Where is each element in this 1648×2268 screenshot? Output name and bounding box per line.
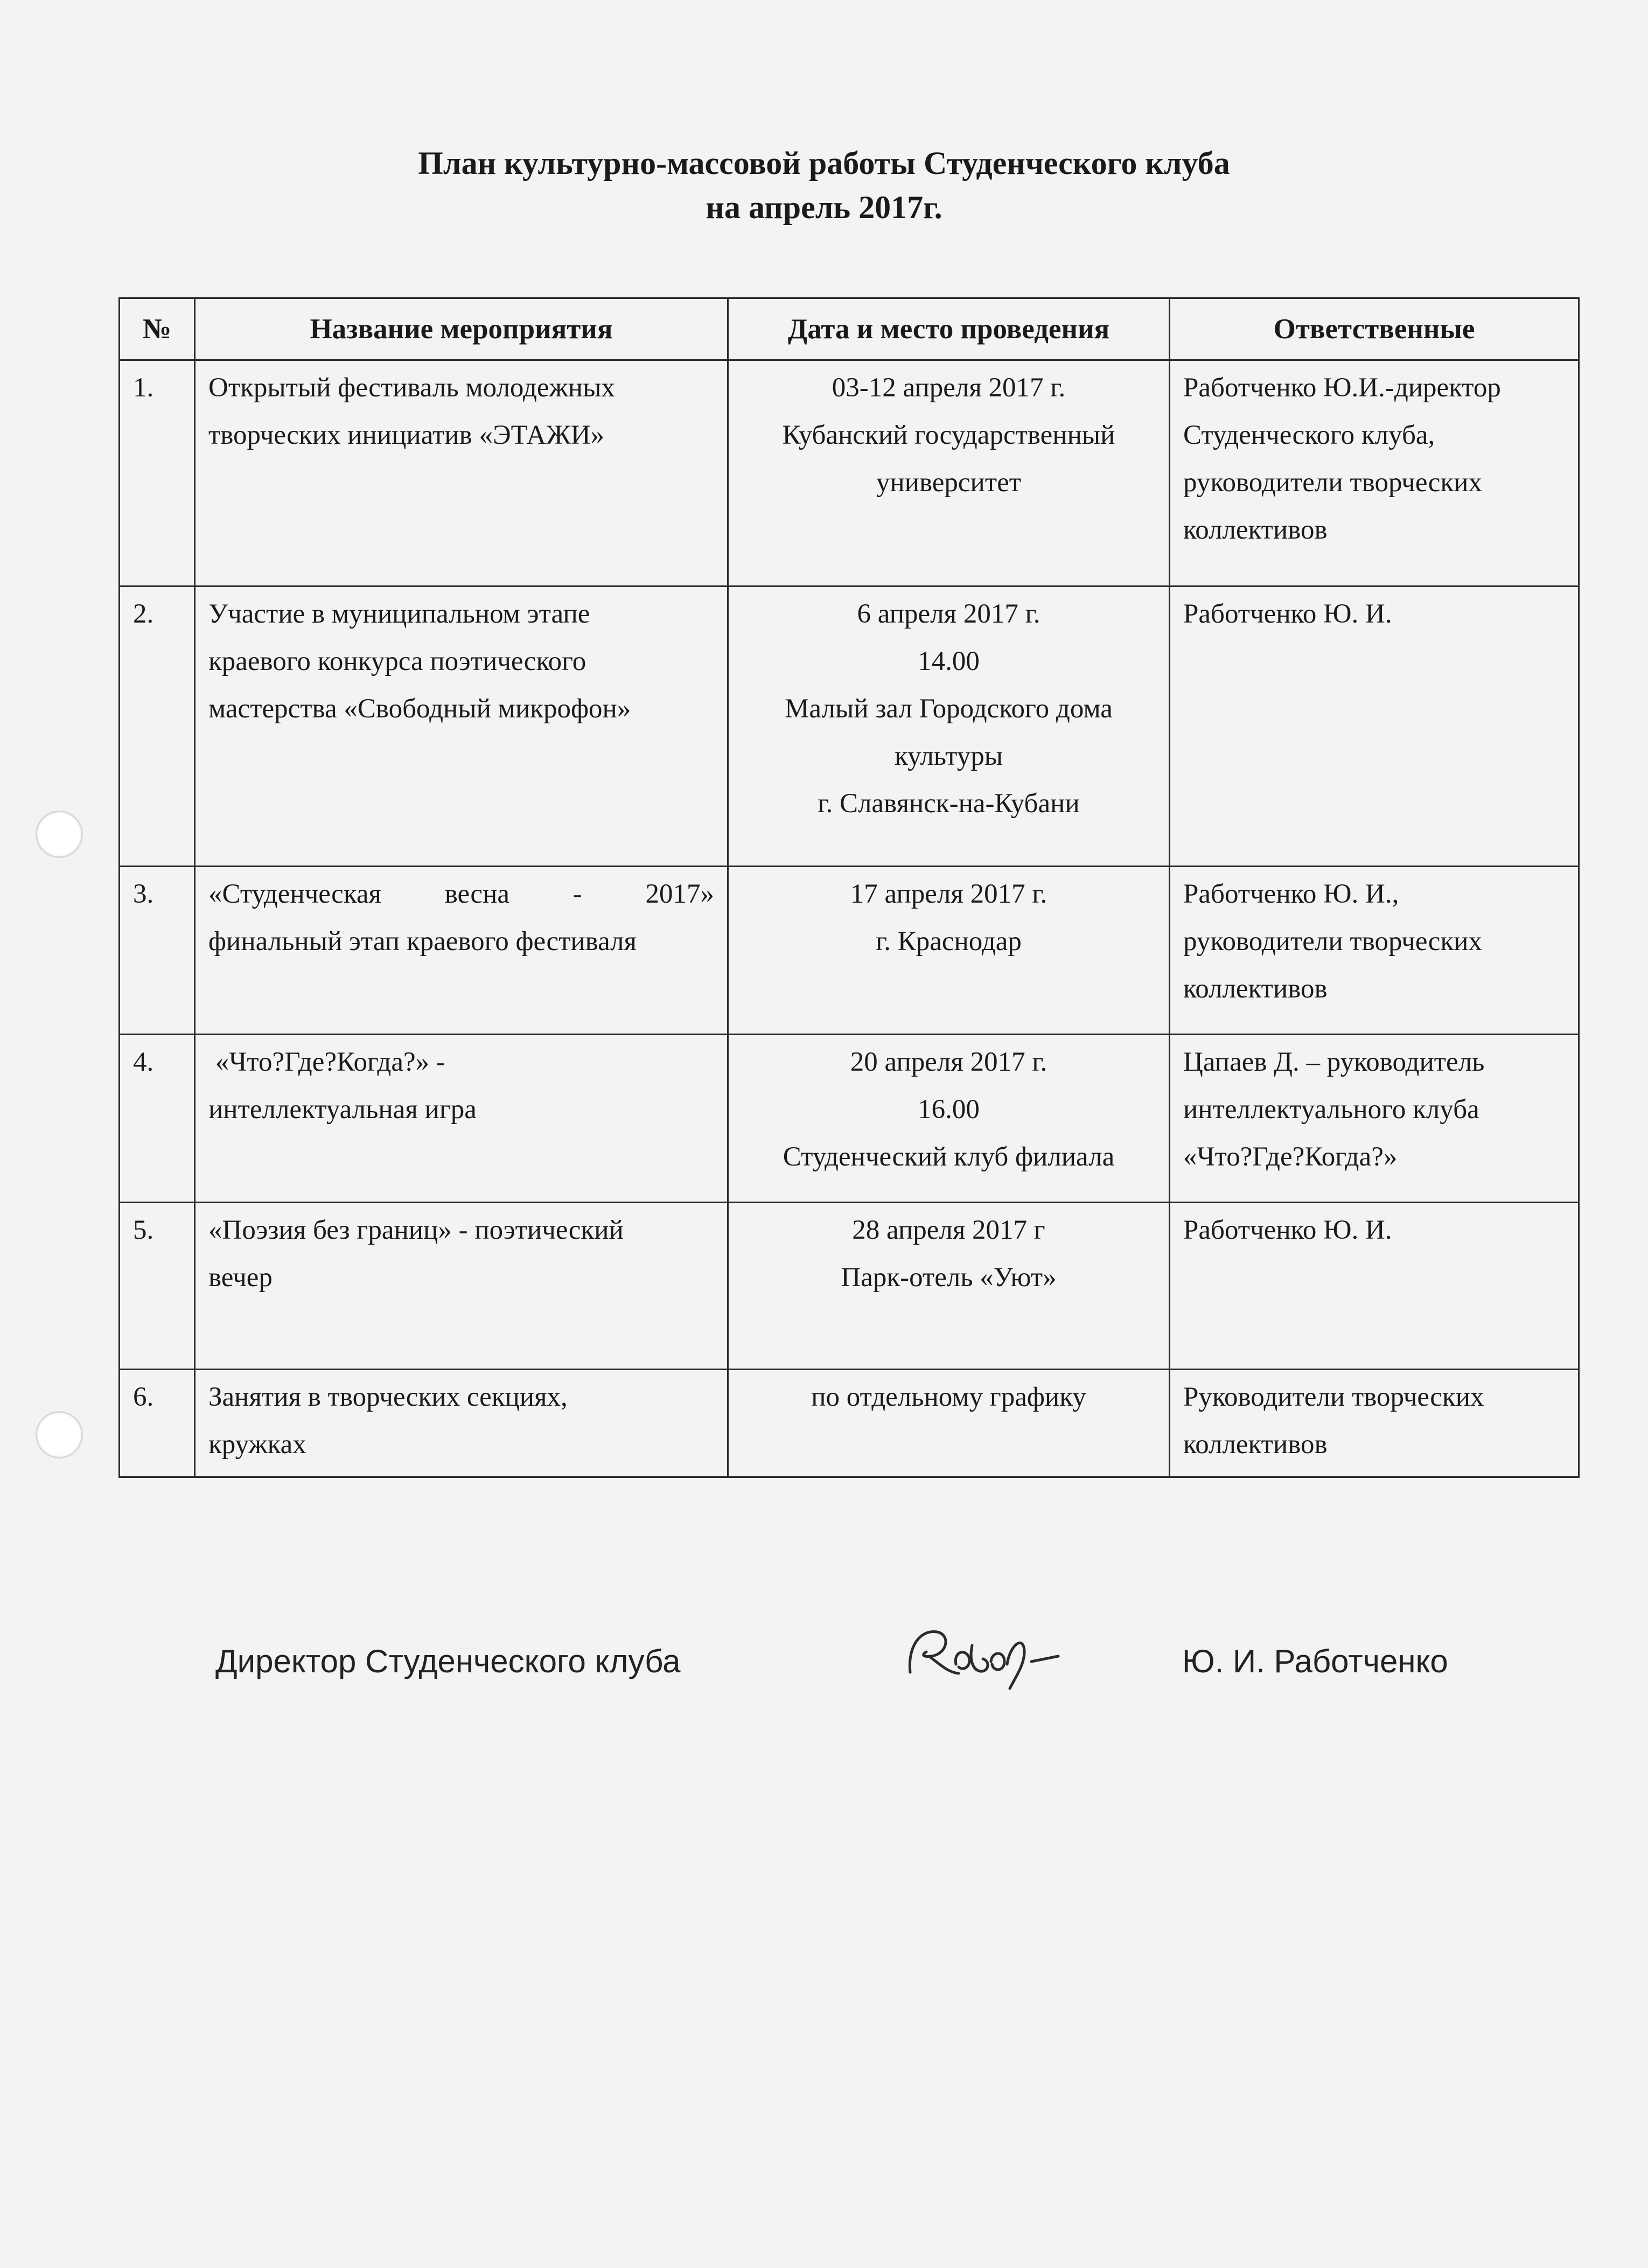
row-number: 4.	[120, 1035, 195, 1203]
row-number: 1.	[120, 360, 195, 587]
event-responsible: Руководители творческих коллективов	[1170, 1370, 1579, 1477]
event-name: «Что?Где?Когда?» - интеллектуальная игра	[195, 1035, 728, 1203]
header-number: №	[120, 298, 195, 360]
table-row	[120, 360, 1579, 587]
event-responsible: Работченко Ю. И.	[1170, 587, 1579, 867]
table-row	[120, 1035, 1579, 1203]
event-date-place: по отдельному графику	[728, 1370, 1170, 1477]
event-date-place: 28 апреля 2017 г Парк-отель «Уют»	[728, 1203, 1170, 1370]
event-date-place: 17 апреля 2017 г. г. Краснодар	[728, 867, 1170, 1035]
title-line-2: на апрель 2017г.	[706, 190, 942, 225]
document-title	[0, 141, 1648, 229]
row-number: 5.	[120, 1203, 195, 1370]
event-name: Занятия в творческих секциях, кружках	[195, 1370, 728, 1477]
title-line-1: План культурно-массовой работы Студенческого клуба	[418, 145, 1230, 181]
row-number: 2.	[120, 587, 195, 867]
table-row	[120, 1370, 1579, 1477]
signatory-name: Ю. И. Работченко	[1182, 1643, 1448, 1679]
header-event-name: Название мероприятия	[195, 298, 728, 360]
events-table	[118, 297, 1580, 1478]
event-name: Участие в муниципальном этапе краевого конкурса поэтического мастерства «Свободный микрофон»	[195, 587, 728, 867]
event-responsible: Работченко Ю. И.	[1170, 1203, 1579, 1370]
event-name: «Студенческая весна - 2017» финальный этап краевого фестиваля	[195, 867, 728, 1035]
event-date-place: 03-12 апреля 2017 г. Кубанский государственный университет	[728, 360, 1170, 587]
punch-hole-upper	[36, 811, 83, 858]
table-row	[120, 587, 1579, 867]
event-name: «Поэзия без границ» - поэтический вечер	[195, 1203, 728, 1370]
event-responsible: Работченко Ю.И.-директор Студенческого клуба, руководители творческих коллективов	[1170, 360, 1579, 587]
event-responsible: Цапаев Д. – руководитель интеллектуального клуба «Что?Где?Когда?»	[1170, 1035, 1579, 1203]
event-date-place: 20 апреля 2017 г. 16.00 Студенческий клуб филиала	[728, 1035, 1170, 1203]
event-name: Открытый фестиваль молодежных творческих инициатив «ЭТАЖИ»	[195, 360, 728, 587]
event-date-place: 6 апреля 2017 г. 14.00 Малый зал Городского дома культуры г. Славянск-на-Кубани	[728, 587, 1170, 867]
handwritten-signature	[899, 1613, 1061, 1694]
event-responsible: Работченко Ю. И., руководители творческих коллективов	[1170, 867, 1579, 1035]
header-date-place: Дата и место проведения	[728, 298, 1170, 360]
header-responsible: Ответственные	[1170, 298, 1579, 360]
table-header-row	[120, 298, 1579, 360]
row-number: 3.	[120, 867, 195, 1035]
punch-hole-lower	[36, 1411, 83, 1459]
signatory-position: Директор Студенческого клуба	[215, 1643, 681, 1679]
table-row	[120, 1203, 1579, 1370]
row-number: 6.	[120, 1370, 195, 1477]
table-row	[120, 867, 1579, 1035]
